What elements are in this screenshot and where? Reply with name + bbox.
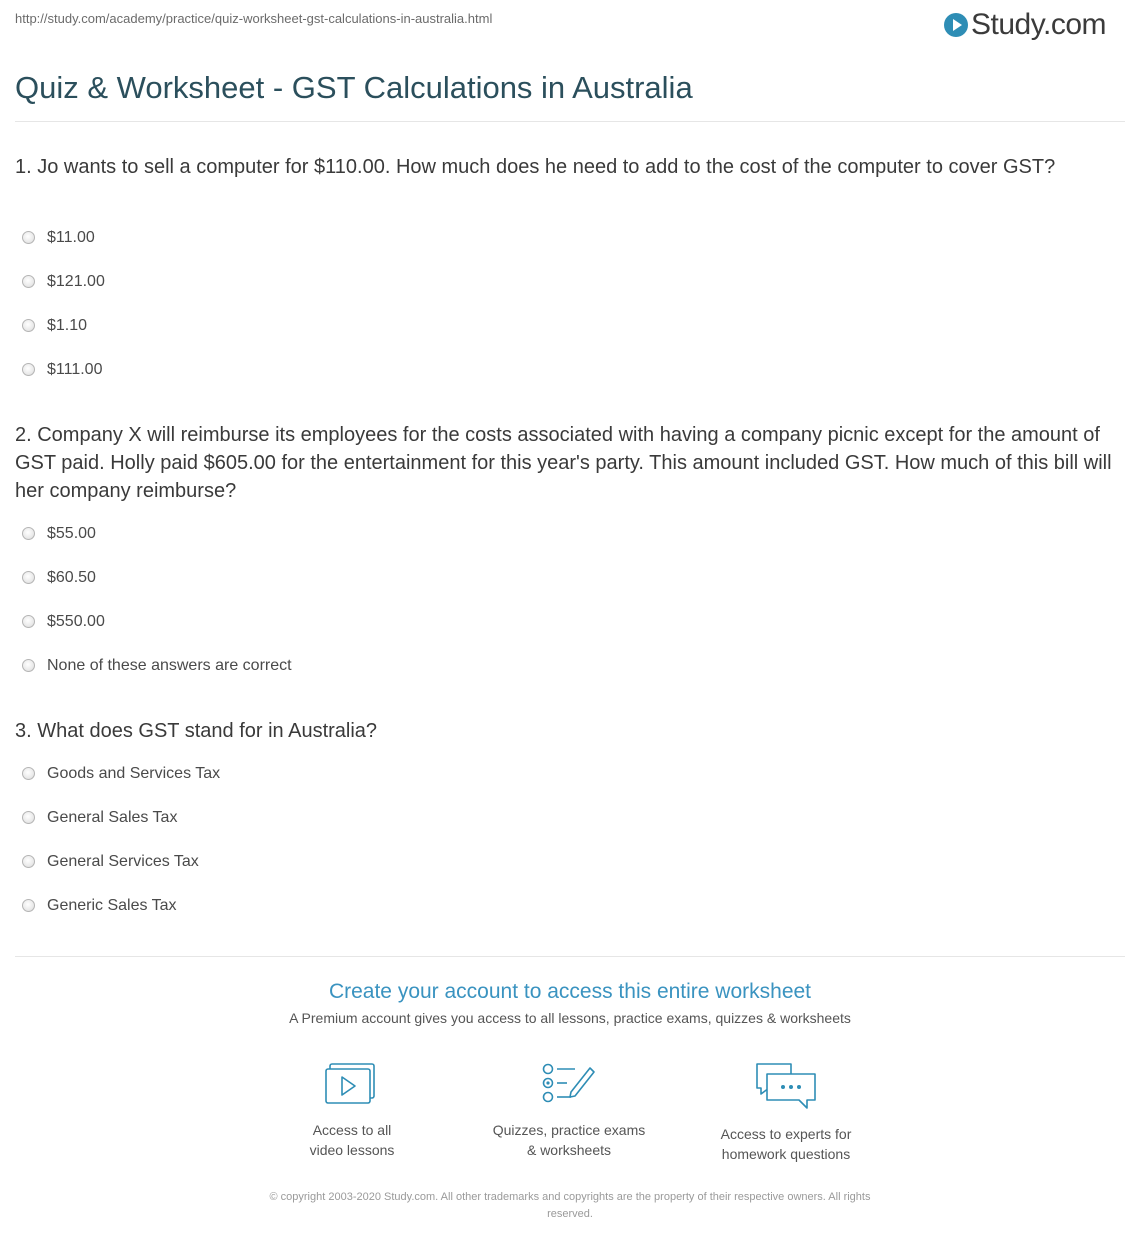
chat-bubbles-icon xyxy=(753,1062,819,1112)
answer-option[interactable] xyxy=(22,765,220,809)
feature-label xyxy=(696,1124,876,1164)
answer-option[interactable] xyxy=(22,809,220,853)
question-3: 3. What does GST stand for in Australia? xyxy=(15,720,378,742)
cta-divider xyxy=(15,956,1125,957)
answer-label: $11.00 xyxy=(47,229,95,246)
answer-option[interactable] xyxy=(22,229,105,273)
answer-option[interactable] xyxy=(22,897,220,941)
radio-button[interactable] xyxy=(22,615,35,628)
feature-video-lessons xyxy=(262,1062,442,1160)
answer-label: $55.00 xyxy=(47,525,96,542)
logo-text: Study.com xyxy=(971,8,1106,41)
quiz-checklist-icon xyxy=(541,1062,597,1108)
answer-label: General Services Tax xyxy=(47,853,199,870)
answer-option[interactable] xyxy=(22,657,292,701)
question-2: 2. Company X will reimburse its employees for the costs associated with having a company picnic except for the amount of GST paid. Holly paid $605.00 for the entertainment for this year's party. This amount included GST. How much of this bill will her company reimburse? xyxy=(15,424,1112,502)
answer-option[interactable] xyxy=(22,613,292,657)
answer-option[interactable] xyxy=(22,317,105,361)
feature-label xyxy=(479,1120,659,1160)
feature-line-1: Quizzes, practice exams xyxy=(492,1122,646,1138)
title-divider xyxy=(15,121,1125,122)
feature-quizzes xyxy=(479,1062,659,1160)
answer-label: Generic Sales Tax xyxy=(47,897,177,914)
study-logo[interactable] xyxy=(944,5,1106,45)
play-logo-icon xyxy=(944,13,968,37)
copyright-line-2: reserved. xyxy=(547,1208,593,1220)
radio-button[interactable] xyxy=(22,527,35,540)
feature-line-2: video lessons xyxy=(309,1142,395,1158)
feature-line-2: homework questions xyxy=(721,1146,851,1162)
answer-label: General Sales Tax xyxy=(47,809,178,826)
answers-3 xyxy=(22,765,220,941)
feature-line-2: & worksheets xyxy=(526,1142,612,1158)
answer-label: $60.50 xyxy=(47,569,96,586)
radio-button[interactable] xyxy=(22,659,35,672)
answer-option[interactable] xyxy=(22,569,292,613)
answer-option[interactable] xyxy=(22,525,292,569)
radio-button[interactable] xyxy=(22,767,35,780)
video-lessons-icon xyxy=(324,1062,380,1108)
answer-label: $1.10 xyxy=(47,317,88,334)
page-url: http://study.com/academy/practice/quiz-worksheet-gst-calculations-in-australia.html xyxy=(15,11,493,26)
question-1: 1. Jo wants to sell a computer for $110.00. How much does he need to add to the cost of the computer to cover GST? xyxy=(15,156,1056,178)
radio-button[interactable] xyxy=(22,363,35,376)
radio-button[interactable] xyxy=(22,231,35,244)
feature-experts xyxy=(696,1062,876,1164)
answers-2 xyxy=(22,525,292,701)
answer-label: None of these answers are correct xyxy=(47,657,292,674)
answer-option[interactable] xyxy=(22,361,105,405)
copyright-notice xyxy=(210,1189,930,1223)
answer-option[interactable] xyxy=(22,273,105,317)
radio-button[interactable] xyxy=(22,571,35,584)
feature-line-1: Access to all xyxy=(312,1122,392,1138)
page-title: Quiz & Worksheet - GST Calculations in Australia xyxy=(15,70,693,105)
answer-label: $111.00 xyxy=(47,361,103,378)
cta-title-link[interactable]: Create your account to access this entire worksheet xyxy=(328,980,812,1003)
answer-option[interactable] xyxy=(22,853,220,897)
radio-button[interactable] xyxy=(22,855,35,868)
radio-button[interactable] xyxy=(22,319,35,332)
cta-subtitle: A Premium account gives you access to all lessons, practice exams, quizzes & worksheets xyxy=(289,1010,851,1026)
answers-1 xyxy=(22,229,105,405)
feature-label xyxy=(262,1120,442,1160)
radio-button[interactable] xyxy=(22,899,35,912)
answer-label: Goods and Services Tax xyxy=(47,765,221,782)
radio-button[interactable] xyxy=(22,275,35,288)
answer-label: $550.00 xyxy=(47,613,105,630)
copyright-line-1: © copyright 2003-2020 Study.com. All other trademarks and copyrights are the property of their respective owners. All rights xyxy=(269,1191,871,1203)
feature-line-1: Access to experts for xyxy=(720,1126,852,1142)
radio-button[interactable] xyxy=(22,811,35,824)
answer-label: $121.00 xyxy=(47,273,105,290)
